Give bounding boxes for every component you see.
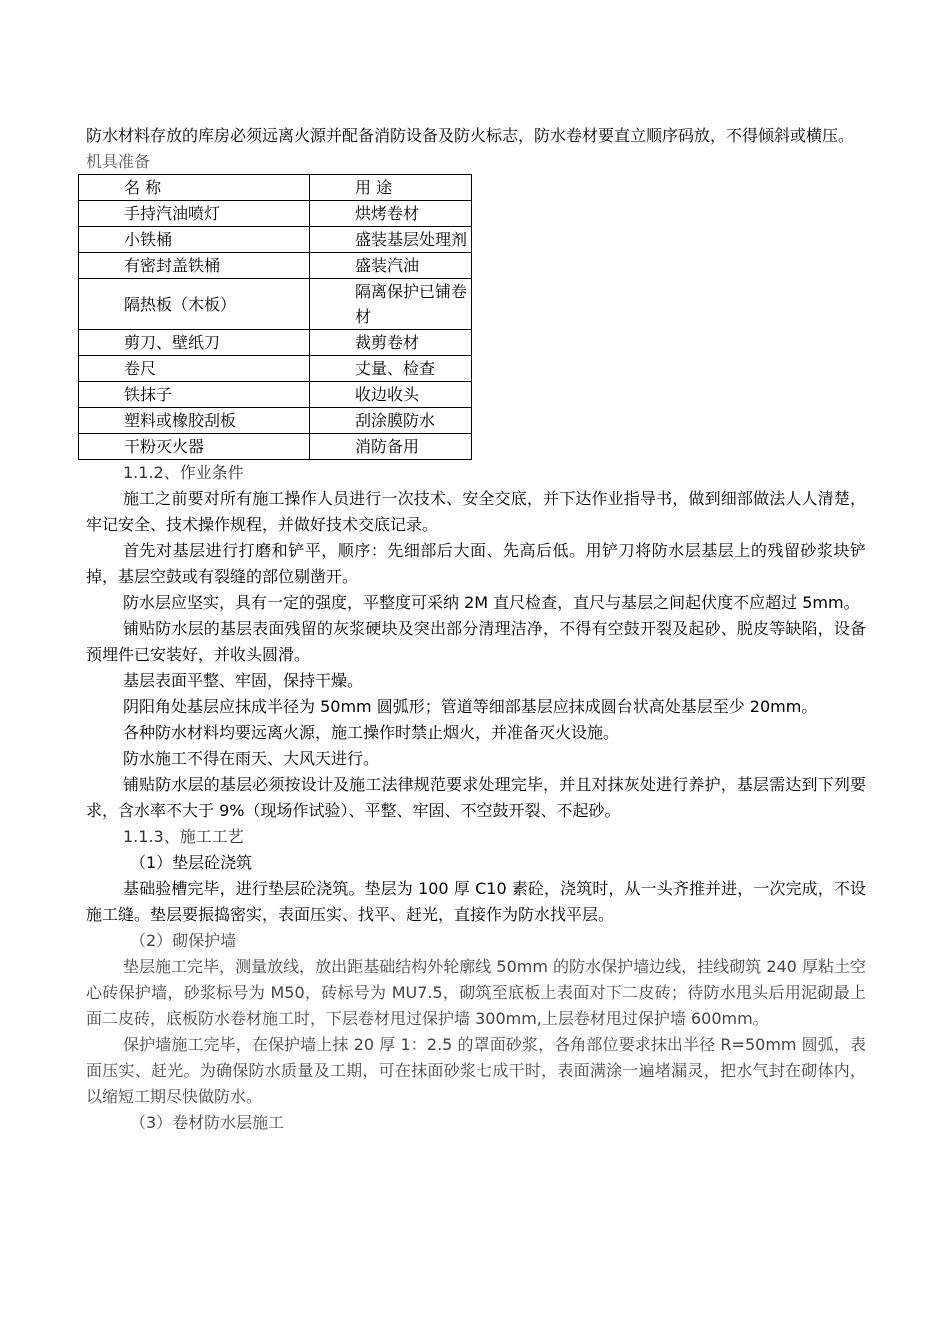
tool-name: 干粉灭火器	[79, 434, 310, 460]
tool-name: 剪刀、壁纸刀	[79, 330, 310, 356]
table-header-row	[79, 175, 472, 201]
tool-use: 烘烤卷材	[310, 201, 472, 227]
table-row	[79, 330, 472, 356]
body-paragraph: 各种防水材料均要远离火源，施工操作时禁止烟火，并准备灭火设施。	[123, 723, 620, 742]
tool-use: 盛装汽油	[310, 253, 472, 279]
item-heading-1: （1）垫层砼浇筑	[130, 853, 253, 872]
tool-name: 有密封盖铁桶	[79, 253, 310, 279]
tool-name: 隔热板（木板）	[79, 279, 310, 330]
table-row	[79, 279, 472, 330]
tool-name: 卷尺	[79, 356, 310, 382]
table-row	[79, 434, 472, 460]
body-paragraph: 铺贴防水层的基层必须按设计及施工法律规范要求处理完毕，并且对抹灰处进行养护，基层需达到下列要求，含水率不大于 9%（现场作试验）、平整、牢固、不空鼓开裂、不起砂。	[86, 775, 866, 820]
table-row	[79, 382, 472, 408]
body-paragraph: 防水施工不得在雨天、大风天进行。	[123, 749, 380, 768]
tool-name: 塑料或橡胶刮板	[79, 408, 310, 434]
tool-use: 消防备用	[310, 434, 472, 460]
intro-paragraph: 防水材料存放的库房必须远离火源并配备消防设备及防火标志，防水卷材要直立顺序码放，不得倾斜或横压。	[86, 126, 855, 145]
tool-name: 铁抹子	[79, 382, 310, 408]
tools-caption: 机具准备	[86, 152, 151, 171]
section-title-112: 1.1.2、作业条件	[123, 463, 244, 482]
body-paragraph: 防水层应坚实，具有一定的强度，平整度可采纳 2M 直尺检查，直尺与基层之间起伏度不应超过 5mm。	[123, 593, 860, 612]
body-paragraph: 阴阳角处基层应抹成半径为 50mm 圆弧形；管道等细部基层应抹成圆台状高处基层至少 20mm。	[123, 697, 818, 716]
tool-name: 手持汽油喷灯	[79, 201, 310, 227]
table-row	[79, 356, 472, 382]
tool-use: 盛装基层处理剂	[310, 227, 472, 253]
tool-use: 丈量、检查	[310, 356, 472, 382]
tool-use: 刮涂膜防水	[310, 408, 472, 434]
tool-use: 收边收头	[310, 382, 472, 408]
tools-table	[78, 174, 472, 460]
table-row	[79, 253, 472, 279]
item-heading-2: （2）砌保护墙	[130, 931, 237, 950]
header-use: 用 途	[310, 175, 472, 201]
tool-use: 隔离保护已铺卷材	[310, 279, 472, 330]
body-paragraph: 首先对基层进行打磨和铲平，顺序：先细部后大面、先高后低。用铲刀将防水层基层上的残留砂浆块铲掉，基层空鼓或有裂缝的部位剔凿开。	[86, 541, 866, 586]
document-body	[86, 123, 866, 1136]
body-paragraph: 基础验槽完毕，进行垫层砼浇筑。垫层为 100 厚 C10 素砼，浇筑时，从一头齐推并进，一次完成，不设施工缝。垫层要振捣密实，表面压实、找平、赶光，直接作为防水找平层。	[86, 879, 866, 924]
table-row	[79, 201, 472, 227]
body-paragraph: 基层表面平整、牢固，保持干燥。	[123, 671, 364, 690]
body-paragraph: 保护墙施工完毕，在保护墙上抹 20 厚 1：2.5 的罩面砂浆，各角部位要求抹出半径 R=50mm 圆弧，表面压实、赶光。为确保防水质量及工期，可在抹面砂浆七成干时，表面满涂一遍堵漏灵，把水气封在砌体内，以缩短工期尽快做防水。	[86, 1035, 866, 1106]
table-row	[79, 227, 472, 253]
table-row	[79, 408, 472, 434]
body-paragraph: 铺贴防水层的基层表面残留的灰浆硬块及突出部分清理洁净，不得有空鼓开裂及起砂、脱皮等缺陷，设备预埋件已安装好，并收头圆滑。	[86, 619, 866, 664]
section-title-113: 1.1.3、施工工艺	[123, 827, 244, 846]
body-paragraph: 垫层施工完毕，测量放线，放出距基础结构外轮廓线 50mm 的防水保护墙边线，挂线砌筑 240 厚粘土空心砖保护墙，砂浆标号为 M50，砖标号为 MU7.5，砌筑至底板上表面对下二皮砖；待防水甩头后用泥砌最上面二皮砖，底板防水卷材施工时，下层卷材甩过保护墙 300mm,上层卷材甩过保护墙 600mm。	[86, 957, 866, 1028]
body-paragraph: 施工之前要对所有施工操作人员进行一次技术、安全交底，并下达作业指导书，做到细部做法人人清楚，牢记安全、技术操作规程，并做好技术交底记录。	[86, 489, 866, 534]
tool-name: 小铁桶	[79, 227, 310, 253]
header-name: 名 称	[79, 175, 310, 201]
tool-use: 裁剪卷材	[310, 330, 472, 356]
item-heading-3: （3）卷材防水层施工	[130, 1113, 285, 1132]
